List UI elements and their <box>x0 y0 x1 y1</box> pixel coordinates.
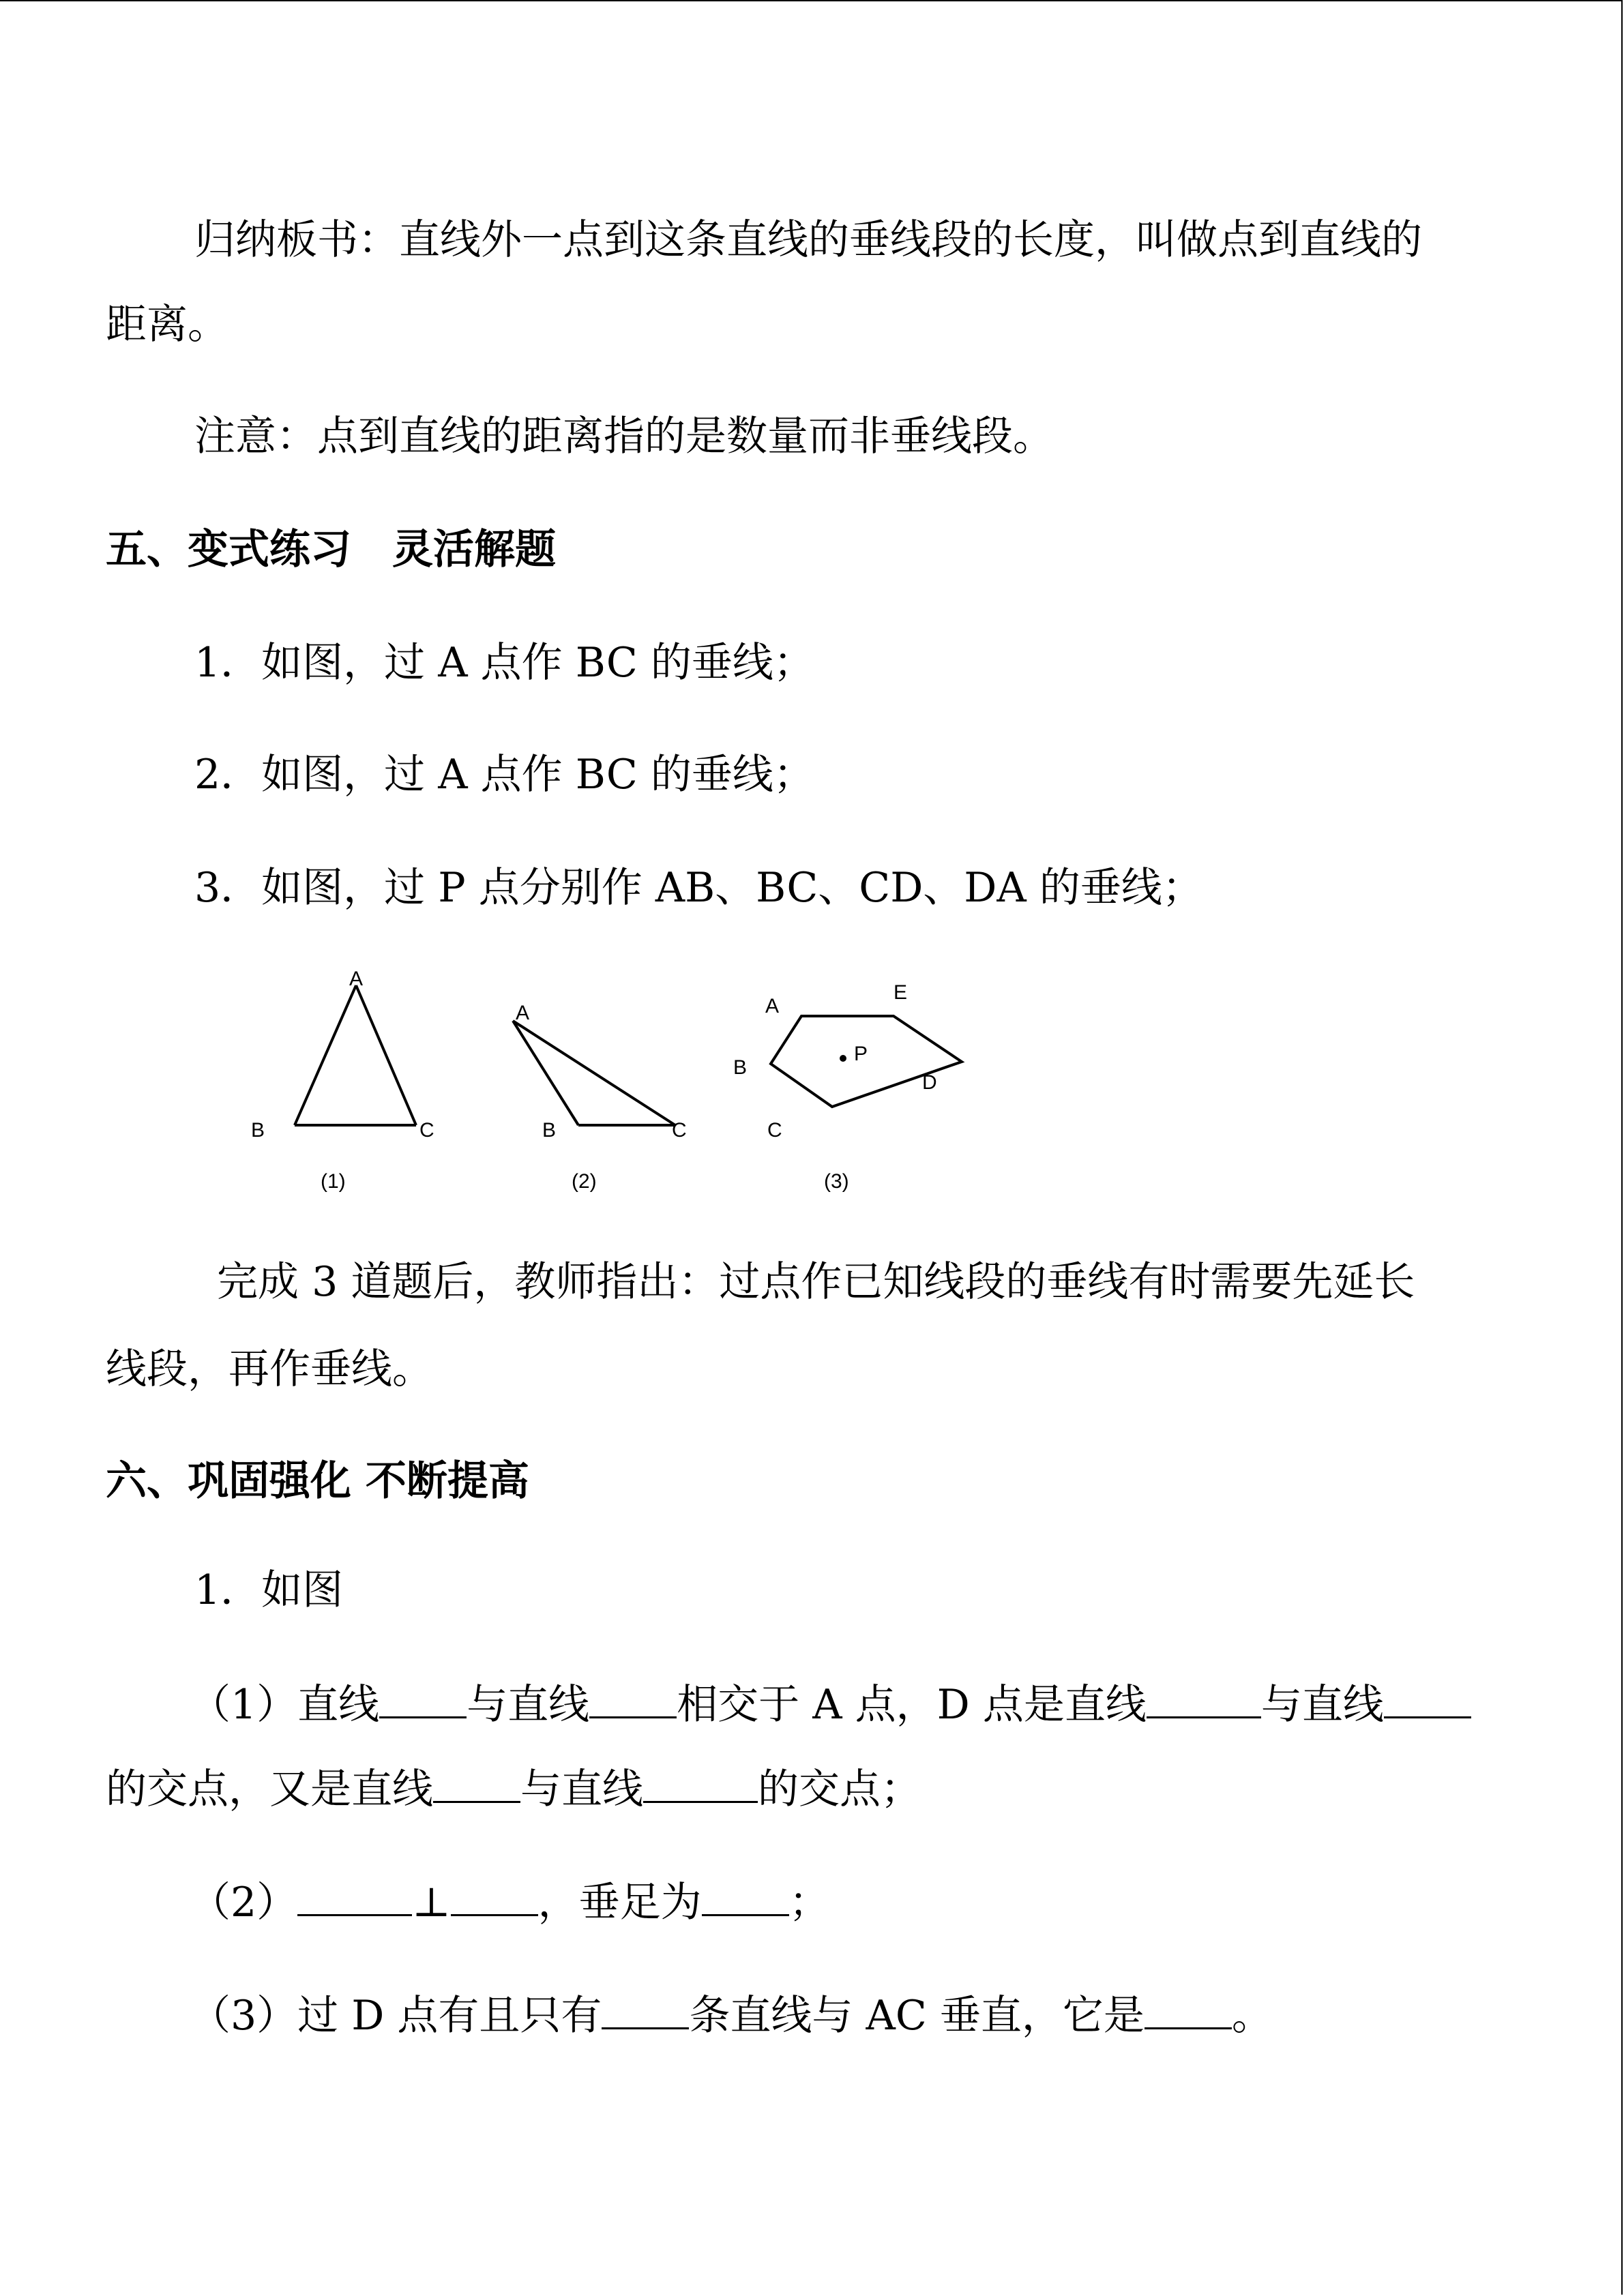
fig1-caption: (1) <box>321 1170 346 1193</box>
answer-blank[interactable] <box>379 1678 467 1718</box>
fig2-side-ab <box>513 1021 578 1125</box>
answer-blank[interactable] <box>1147 1678 1261 1718</box>
practice-1: 1．如图 <box>194 1566 344 1614</box>
text-segment: 条直线与 AC 垂直，它是 <box>689 1992 1145 2040</box>
text-segment: ，垂足为 <box>537 1879 702 1926</box>
text-segment: 与直线 <box>467 1681 590 1729</box>
perpendicular-symbol: ⊥ <box>412 1879 451 1926</box>
fig2-label-a: A <box>516 1002 530 1024</box>
fig1-label-b: B <box>251 1119 265 1142</box>
text-segment: （3）过 D 点有且只有 <box>190 1992 602 2040</box>
fig1-label-a: A <box>349 968 364 990</box>
exercise-1: 1．如图，过 A 点作 BC 的垂线； <box>194 639 814 687</box>
fig2-side-ac <box>513 1021 675 1125</box>
exercise-2: 2．如图，过 A 点作 BC 的垂线； <box>194 751 814 799</box>
fig3-label-d: D <box>922 1071 937 1094</box>
text-segment: 相交于 A 点，D 点是直线 <box>677 1681 1147 1729</box>
answer-blank[interactable] <box>643 1763 758 1803</box>
practice-1-part-2 <box>190 1875 830 1930</box>
fig1-side-ac <box>356 985 416 1125</box>
note-paragraph: 注意：点到直线的距离指的是数量而非垂线段。 <box>194 413 1054 460</box>
teacher-remark-cont: 线段，再作垂线。 <box>106 1345 433 1393</box>
answer-blank[interactable] <box>602 1989 689 2029</box>
fig1-side-ab <box>295 985 356 1125</box>
section-heading-6: 六、巩固强化 不断提高 <box>106 1457 529 1505</box>
figure-2 <box>513 1021 675 1125</box>
figure-1 <box>295 985 416 1125</box>
summary-paragraph-cont: 距离。 <box>106 301 228 348</box>
exercise-3: 3．如图，过 P 点分别作 AB、BC、CD、DA 的垂线； <box>194 864 1203 912</box>
fig2-caption: (2) <box>572 1170 597 1193</box>
text-segment: 的交点，又是直线 <box>106 1765 433 1813</box>
answer-blank[interactable] <box>702 1876 789 1916</box>
answer-blank[interactable] <box>451 1876 538 1916</box>
text-segment: （1）直线 <box>190 1681 380 1729</box>
figures <box>232 958 996 1210</box>
fig1-label-c: C <box>419 1119 434 1142</box>
fig3-label-p: P <box>854 1043 868 1065</box>
fig3-label-b: B <box>733 1056 748 1079</box>
text-segment: ； <box>788 1879 830 1926</box>
section-heading-5: 五、变式练习 灵活解题 <box>106 526 556 573</box>
fig2-label-b: B <box>542 1119 557 1142</box>
answer-blank[interactable] <box>297 1876 412 1916</box>
answer-blank[interactable] <box>1145 1989 1232 2029</box>
answer-blank[interactable] <box>589 1678 677 1718</box>
practice-1-part-3 <box>190 1988 1273 2043</box>
practice-1-part-1-cont <box>106 1762 921 1817</box>
fig3-label-a: A <box>765 995 780 1017</box>
answer-blank[interactable] <box>433 1763 520 1803</box>
text-segment: 。 <box>1231 1992 1273 2040</box>
text-segment: （2） <box>190 1879 298 1926</box>
answer-blank[interactable] <box>1384 1678 1471 1718</box>
text-segment: 的交点； <box>758 1765 921 1813</box>
practice-1-part-1 <box>190 1678 1471 1732</box>
fig2-label-c: C <box>672 1119 687 1142</box>
text-segment: 与直线 <box>520 1765 643 1813</box>
fig3-label-c: C <box>767 1119 782 1142</box>
fig3-label-e: E <box>894 981 908 1004</box>
fig3-caption: (3) <box>824 1170 849 1193</box>
text-segment: 与直线 <box>1260 1681 1384 1729</box>
summary-paragraph: 归纳板书：直线外一点到这条直线的垂线段的长度，叫做点到直线的 <box>194 216 1422 264</box>
fig3-point-p <box>840 1055 846 1062</box>
teacher-remark: 完成 3 道题后，教师指出：过点作已知线段的垂线有时需要先延长 <box>217 1258 1415 1306</box>
